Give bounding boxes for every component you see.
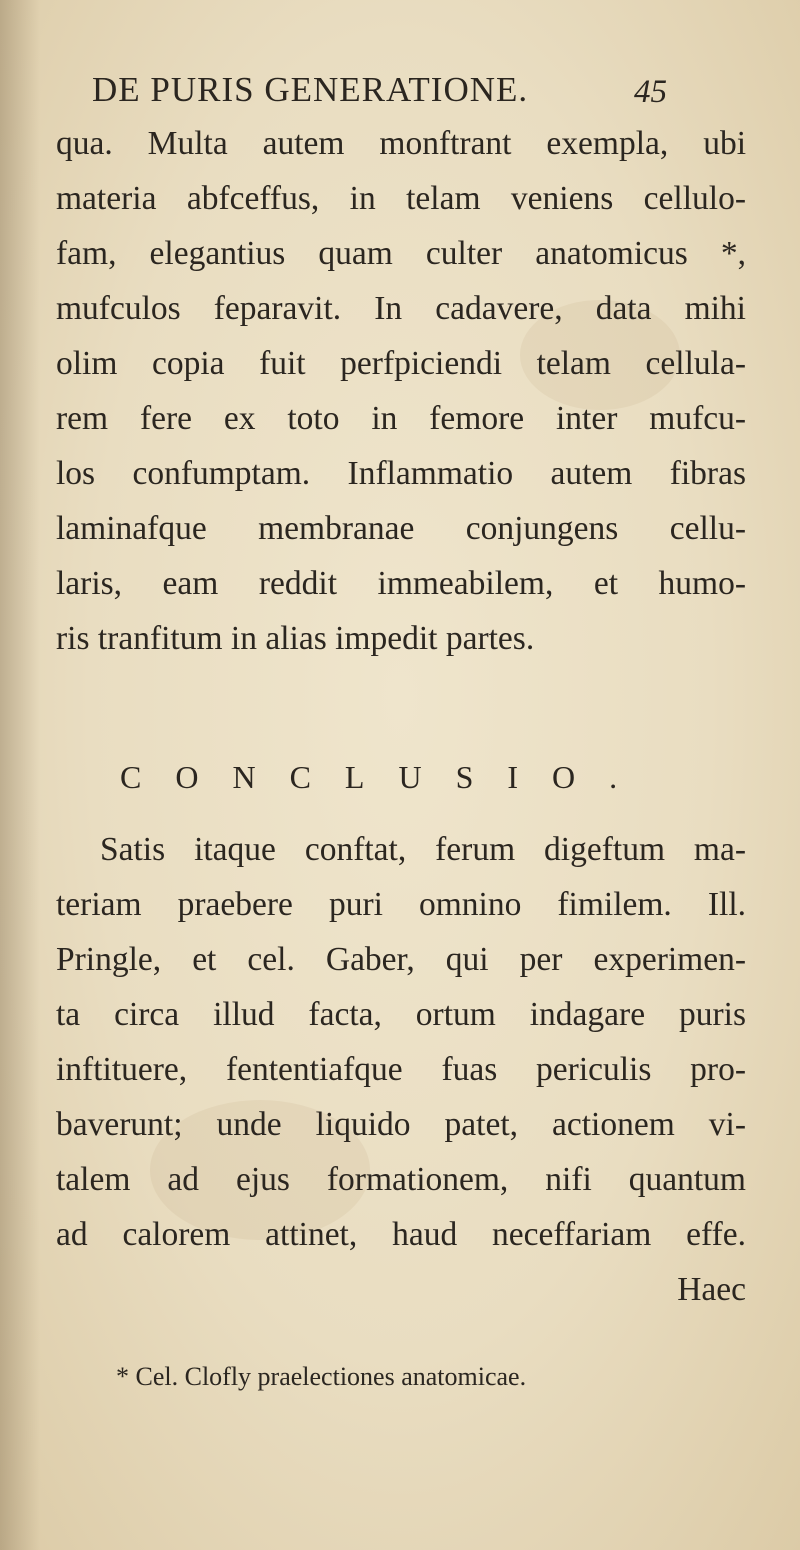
- running-head-title: DE PURIS GENERATIONE.: [92, 70, 529, 109]
- text-line: Satis itaque conftat, ferum digeftum ma-: [100, 831, 746, 868]
- text-line: qua. Multa autem monftrant exempla, ubi: [56, 125, 746, 162]
- text-line: ad calorem attinet, haud neceffariam effe.: [56, 1216, 746, 1253]
- text-line: teriam praebere puri omnino fimilem. Ill.: [56, 886, 746, 923]
- page-number: 45: [634, 74, 667, 110]
- paragraph-1: [56, 116, 746, 666]
- text-line: talem ad ejus formationem, nifi quantum: [56, 1161, 746, 1198]
- text-line: ris tranfitum in alias impedit partes.: [56, 620, 535, 657]
- text-line: rem fere ex toto in femore inter mufcu-: [56, 400, 746, 437]
- text-line: materia abfceffus, in telam veniens cellulo-: [56, 180, 746, 217]
- text-line: laminafque membranae conjungens cellu-: [56, 510, 746, 547]
- text-line: mufculos feparavit. In cadavere, data mihi: [56, 290, 746, 327]
- page-gutter-shadow: [0, 0, 40, 1550]
- text-line: laris, eam reddit immeabilem, et humo-: [56, 565, 746, 602]
- section-heading-conclusio: CONCLUSIO.: [120, 759, 652, 795]
- running-head: [92, 70, 712, 120]
- paragraph-2: [56, 822, 746, 1317]
- text-line: ta circa illud facta, ortum indagare puris: [56, 996, 746, 1033]
- catchword: Haec: [677, 1271, 746, 1308]
- text-line: fam, elegantius quam culter anatomicus *,: [56, 235, 746, 272]
- text-line: baverunt; unde liquido patet, actionem vi-: [56, 1106, 746, 1143]
- text-line: olim copia fuit perfpiciendi telam cellula-: [56, 345, 746, 382]
- text-line: inftituere, fententiafque fuas periculis pro-: [56, 1051, 746, 1088]
- text-line: Pringle, et cel. Gaber, qui per experimen-: [56, 941, 746, 978]
- text-line: los confumptam. Inflammatio autem fibras: [56, 455, 746, 492]
- footnote: * Cel. Clofly praelectiones anatomicae.: [116, 1362, 527, 1391]
